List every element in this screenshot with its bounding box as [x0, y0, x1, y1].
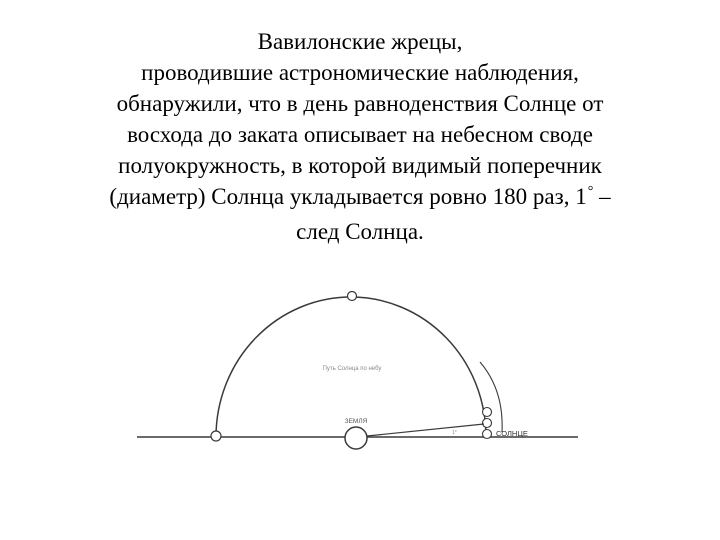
- degree-sign: °: [587, 184, 594, 199]
- sun-disk-zenith: [348, 292, 357, 301]
- sun-disk-set-3: [483, 430, 492, 439]
- text-line-2: проводившие астрономические наблюдения,: [141, 60, 579, 85]
- sun-label: СОЛНЦЕ: [496, 429, 528, 438]
- sun-disk-set-2: [483, 419, 492, 428]
- text-line-4: восхода до заката описывает на небесном своде: [127, 122, 593, 147]
- earth-circle: [345, 427, 367, 449]
- text-line-1: Вавилонские жрецы,: [257, 29, 463, 54]
- sun-disk-rise: [211, 431, 221, 441]
- text-line-6-dash: –: [593, 184, 611, 209]
- sun-path-label: Путь Солнца по небу: [322, 366, 382, 372]
- earth-label: ЗЕМЛЯ: [344, 418, 368, 425]
- angle-label: 1°: [452, 430, 457, 436]
- sun-disk-set-1: [483, 408, 492, 417]
- sight-line: [367, 424, 484, 436]
- text-line-5: полуокружность, в которой видимый поперечник: [118, 153, 602, 178]
- text-line-7: след Солнца.: [296, 219, 424, 244]
- text-line-6-main: (диаметр) Солнца укладывается ровно 180 раз, 1: [109, 184, 587, 209]
- text-line-3: обнаружили, что в день равноденствия Солнце от: [116, 91, 604, 116]
